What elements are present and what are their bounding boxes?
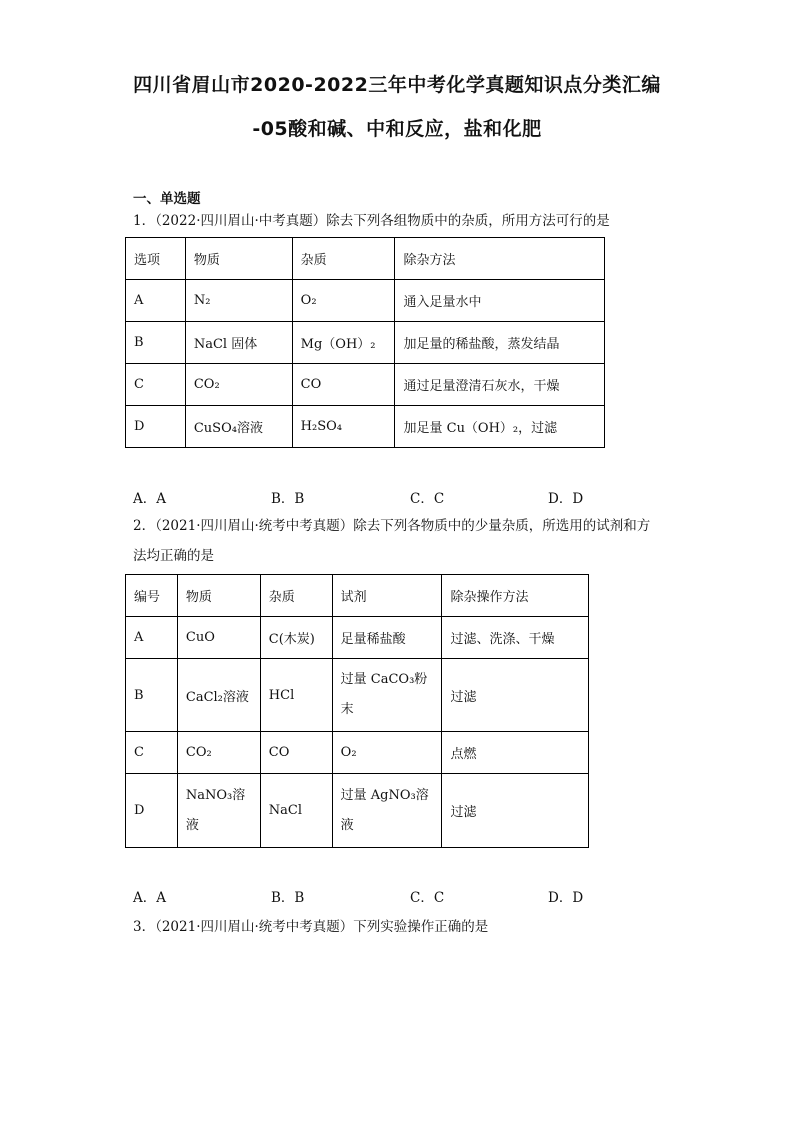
document-title-line2: -05酸和碱、中和反应，盐和化肥 xyxy=(252,118,542,140)
question-1-table xyxy=(125,237,605,448)
table-header-cell: 物质 xyxy=(177,575,260,617)
table-row xyxy=(126,280,605,322)
table-cell: 加足量 Cu（OH）₂，过滤 xyxy=(395,406,605,448)
table-row xyxy=(126,774,589,848)
table-row xyxy=(126,732,589,774)
table-cell: 过量 AgNO₃溶液 xyxy=(332,774,442,848)
table-row xyxy=(126,659,589,732)
table-cell: C xyxy=(126,732,178,774)
table-cell: HCl xyxy=(260,659,332,732)
table-row xyxy=(126,364,605,406)
table-header-cell: 杂质 xyxy=(292,238,395,280)
table-header-cell: 试剂 xyxy=(332,575,442,617)
table-cell: A xyxy=(126,617,178,659)
table-cell: 加足量的稀盐酸，蒸发结晶 xyxy=(395,322,605,364)
table-row xyxy=(126,322,605,364)
question-2-table xyxy=(125,574,589,848)
table-cell: 过滤 xyxy=(442,774,589,848)
table-row xyxy=(126,406,605,448)
option-d[interactable]: D．D xyxy=(548,890,584,906)
table-cell: Mg（OH）₂ xyxy=(292,322,395,364)
table-cell: CuSO₄溶液 xyxy=(185,406,292,448)
table-cell: O₂ xyxy=(292,280,395,322)
table-cell: H₂SO₄ xyxy=(292,406,395,448)
table-header-cell: 选项 xyxy=(126,238,186,280)
question-1-text: 1．（2022·四川眉山·中考真题）除去下列各组物质中的杂质，所用方法可行的是 xyxy=(133,213,610,229)
question-2-text-line2: 法均正确的是 xyxy=(133,548,214,564)
option-b[interactable]: B．B xyxy=(271,491,305,507)
table-cell: 过滤 xyxy=(442,659,589,732)
table-cell: B xyxy=(126,659,178,732)
document-title-line1: 四川省眉山市2020-2022三年中考化学真题知识点分类汇编 xyxy=(133,74,661,96)
table-cell: NaCl xyxy=(260,774,332,848)
table-header-row xyxy=(126,575,589,617)
table-cell: A xyxy=(126,280,186,322)
table-cell: CO₂ xyxy=(177,732,260,774)
option-c[interactable]: C．C xyxy=(410,890,445,906)
table-cell: C xyxy=(126,364,186,406)
table-cell: C(木炭) xyxy=(260,617,332,659)
table-cell: CuO xyxy=(177,617,260,659)
table-cell: 过量 CaCO₃粉末 xyxy=(332,659,442,732)
option-d[interactable]: D．D xyxy=(548,491,584,507)
question-2-text-line1: 2．（2021·四川眉山·统考中考真题）除去下列各物质中的少量杂质，所选用的试剂和方 xyxy=(133,518,651,534)
table-header-cell: 物质 xyxy=(185,238,292,280)
table-cell: CaCl₂溶液 xyxy=(177,659,260,732)
section-heading: 一、单选题 xyxy=(133,191,201,207)
option-c[interactable]: C．C xyxy=(410,491,445,507)
table-cell: O₂ xyxy=(332,732,442,774)
table-cell: 过滤、洗涤、干燥 xyxy=(442,617,589,659)
table-cell: 通过足量澄清石灰水，干燥 xyxy=(395,364,605,406)
table-cell: CO xyxy=(260,732,332,774)
table-row xyxy=(126,617,589,659)
table-cell: D xyxy=(126,406,186,448)
table-header-row xyxy=(126,238,605,280)
table-header-cell: 除杂操作方法 xyxy=(442,575,589,617)
table-cell: D xyxy=(126,774,178,848)
table-header-cell: 杂质 xyxy=(260,575,332,617)
option-a[interactable]: A．A xyxy=(133,890,166,906)
table-cell: CO₂ xyxy=(185,364,292,406)
table-cell: 通入足量水中 xyxy=(395,280,605,322)
question-3-text: 3．（2021·四川眉山·统考中考真题）下列实验操作正确的是 xyxy=(133,919,489,935)
table-cell: NaCl 固体 xyxy=(185,322,292,364)
table-cell: B xyxy=(126,322,186,364)
table-cell: 足量稀盐酸 xyxy=(332,617,442,659)
option-a[interactable]: A．A xyxy=(133,491,166,507)
table-header-cell: 编号 xyxy=(126,575,178,617)
table-cell: 点燃 xyxy=(442,732,589,774)
table-cell: NaNO₃溶液 xyxy=(177,774,260,848)
option-b[interactable]: B．B xyxy=(271,890,305,906)
table-cell: N₂ xyxy=(185,280,292,322)
table-cell: CO xyxy=(292,364,395,406)
table-header-cell: 除杂方法 xyxy=(395,238,605,280)
